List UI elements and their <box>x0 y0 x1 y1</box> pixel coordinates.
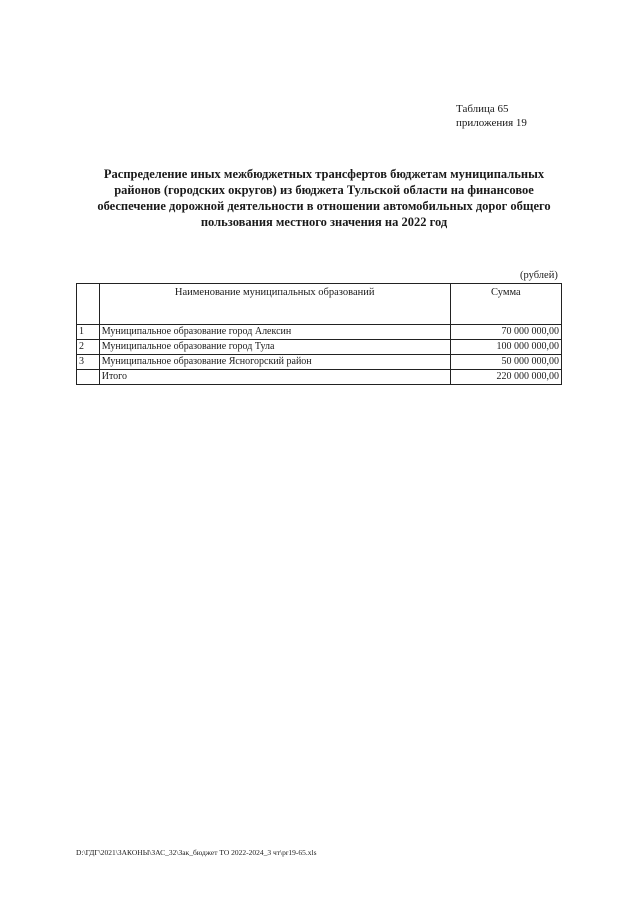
total-row <box>77 370 562 385</box>
appendix-number: приложения 19 <box>456 117 527 129</box>
title-line-2: районов (городских округов) из бюджета Тульской области на финансовое <box>114 183 534 197</box>
table-row <box>77 355 562 370</box>
table-row <box>77 325 562 340</box>
row-number: 3 <box>77 355 100 370</box>
total-sum: 220 000 000,00 <box>450 370 561 385</box>
total-label: Итого <box>99 370 450 385</box>
row-sum: 70 000 000,00 <box>450 325 561 340</box>
row-municipality: Муниципальное образование Ясногорский район <box>99 355 450 370</box>
table-number: Таблица 65 <box>456 103 509 115</box>
title-line-1: Распределение иных межбюджетных трансфертов бюджетам муниципальных <box>103 167 545 181</box>
header-num-cell <box>77 284 100 325</box>
row-number: 1 <box>77 325 100 340</box>
row-number: 2 <box>77 340 100 355</box>
transfers-table <box>76 283 562 385</box>
row-municipality: Муниципальное образование город Тула <box>99 340 450 355</box>
row-sum: 50 000 000,00 <box>450 355 561 370</box>
row-sum: 100 000 000,00 <box>450 340 561 355</box>
currency-unit: (рублей) <box>520 270 558 281</box>
file-path-footer: D:\ГДГ\2021\ЗАКОНЫ\ЗАС_32\Зак_бюджет ТО 2022-2024_3 чт\pr19-65.xls <box>76 848 317 857</box>
document-title <box>84 166 564 230</box>
table-row <box>77 340 562 355</box>
table-reference <box>456 102 527 130</box>
row-municipality: Муниципальное образование город Алексин <box>99 325 450 340</box>
title-line-4: пользования местного значения на 2022 год <box>200 215 448 229</box>
table-header-row <box>77 284 562 325</box>
total-num-cell <box>77 370 100 385</box>
title-line-3: обеспечение дорожной деятельности в отношении автомобильных дорог общего <box>97 199 551 213</box>
header-sum-cell: Сумма <box>450 284 561 325</box>
header-name-cell: Наименование муниципальных образований <box>99 284 450 325</box>
